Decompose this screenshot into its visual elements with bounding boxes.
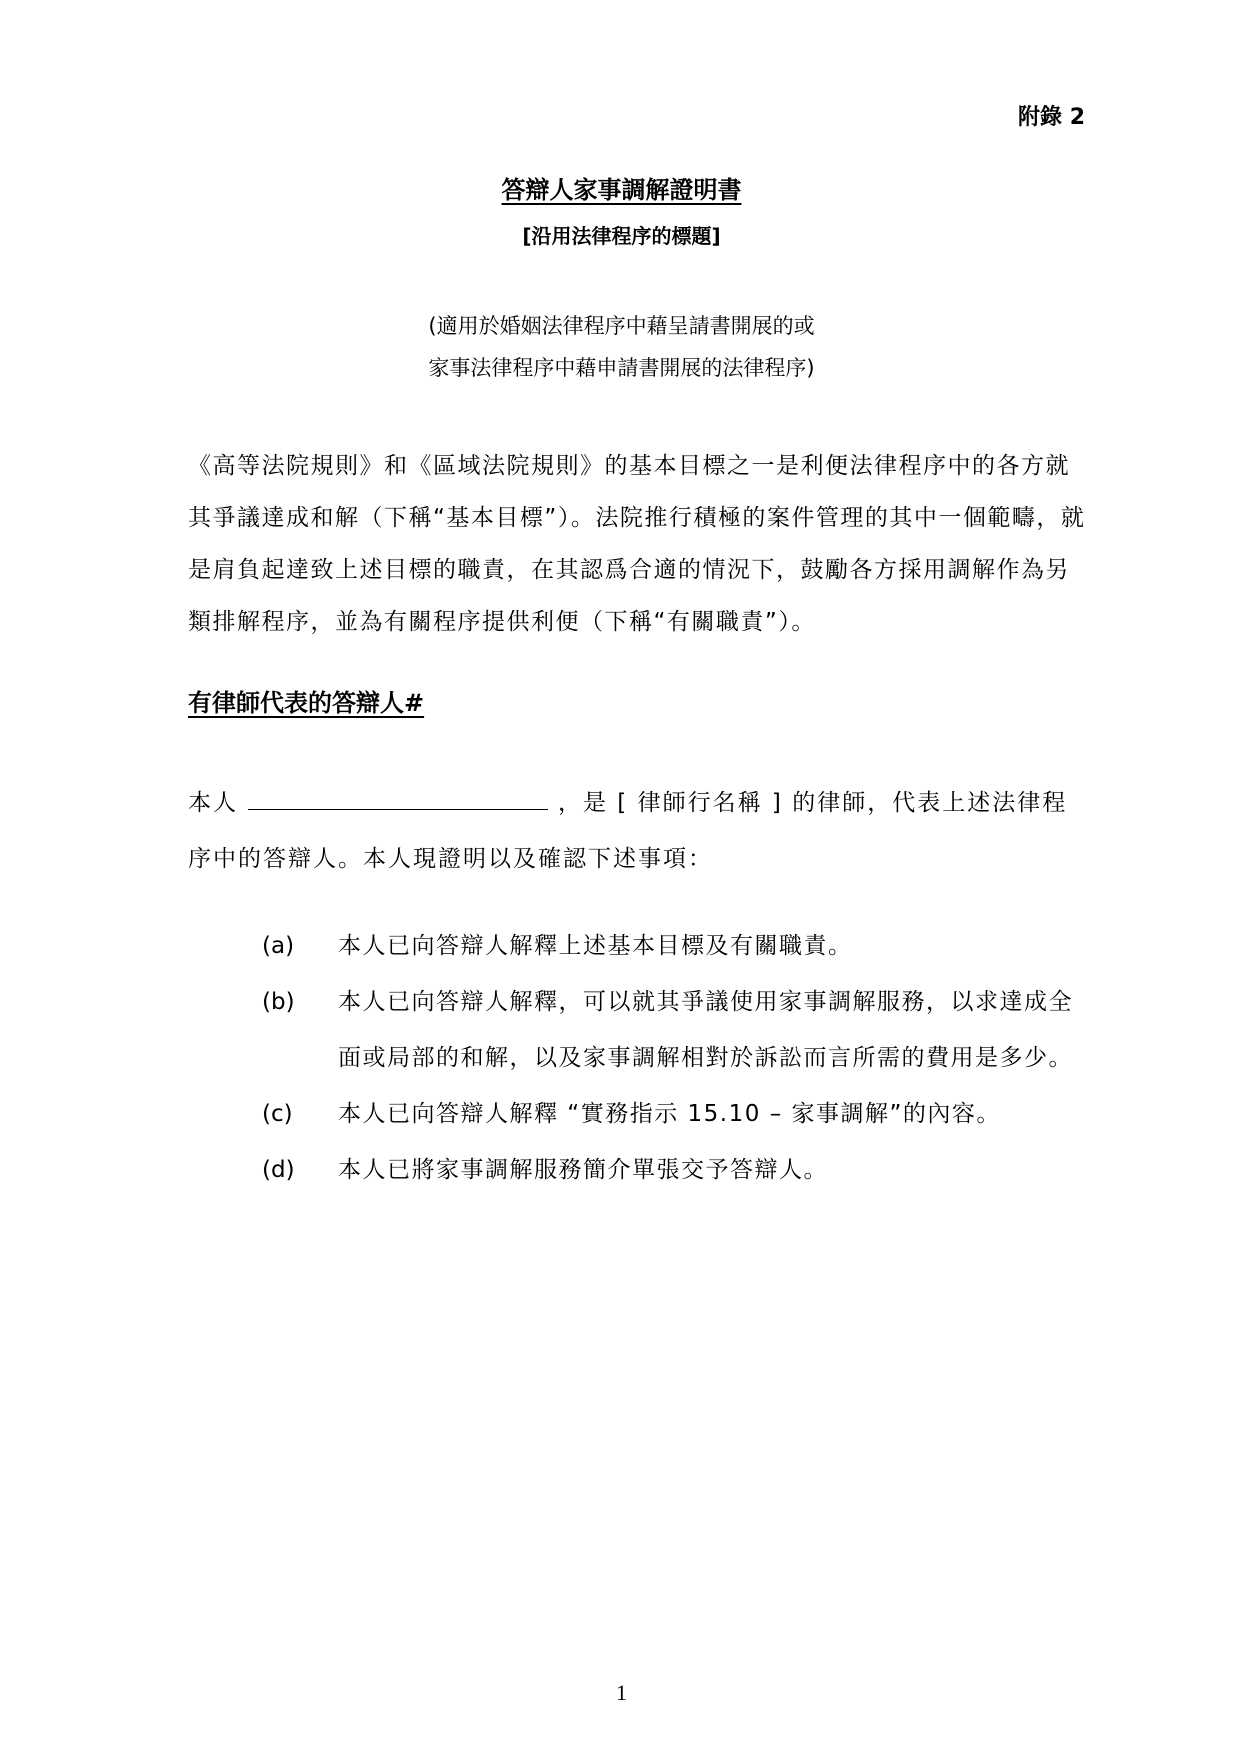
declaration-paragraph: [188, 775, 1088, 887]
name-blank-field[interactable]: [248, 785, 548, 810]
declaration-suffix: ，是 [ 律師行名稱 ] 的律師，代表上述法律程序中的答辯人。本人現證明以及確認下述事項：: [188, 790, 1068, 872]
list-item: [262, 974, 1088, 1086]
scope-line-1: (適用於婚姻法律程序中藉呈請書開展的或: [428, 314, 815, 338]
list-item: [262, 1142, 1088, 1198]
item-label: (c): [262, 1101, 293, 1127]
page-number: 1: [616, 1680, 627, 1705]
section-heading: 有律師代表的答辯人#: [188, 689, 425, 717]
intro-paragraph: 《高等法院規則》和《區域法院規則》的基本目標之一是利便法律程序中的各方就其爭議達成和解（下稱“基本目標”）。法院推行積極的案件管理的其中一個範疇，就是肩負起達致上述目標的職責，在其認爲合適的情況下，鼓勵各方採用調解作為另類排解程序，並為有關程序提供利便（下稱“有關職責”）。: [188, 453, 1086, 635]
list-item: [262, 1086, 1088, 1142]
item-text: 本人已向答辯人解釋，可以就其爭議使用家事調解服務，以求達成全面或局部的和解，以及家事調解相對於訴訟而言所需的費用是多少。: [338, 989, 1073, 1071]
document-subtitle: [沿用法律程序的標題]: [522, 224, 721, 248]
item-label: (a): [262, 933, 295, 959]
item-text: 本人已向答辯人解釋 “實務指示 15.10 – 家事調解”的內容。: [338, 1101, 1001, 1127]
confirmation-list: [262, 918, 1088, 1198]
item-text: 本人已向答辯人解釋上述基本目標及有關職責。: [338, 933, 853, 959]
declaration-prefix: 本人: [188, 790, 238, 816]
item-label: (b): [262, 989, 295, 1015]
scope-line-2: 家事法律程序中藉申請書開展的法律程序): [428, 356, 815, 380]
document-title: 答辯人家事調解證明書: [501, 176, 742, 204]
list-item: [262, 918, 1088, 974]
scope-note: [0, 305, 1243, 389]
item-text: 本人已將家事調解服務簡介單張交予答辯人。: [338, 1157, 828, 1183]
item-label: (d): [262, 1157, 295, 1183]
appendix-label: 附錄 2: [1018, 105, 1085, 130]
